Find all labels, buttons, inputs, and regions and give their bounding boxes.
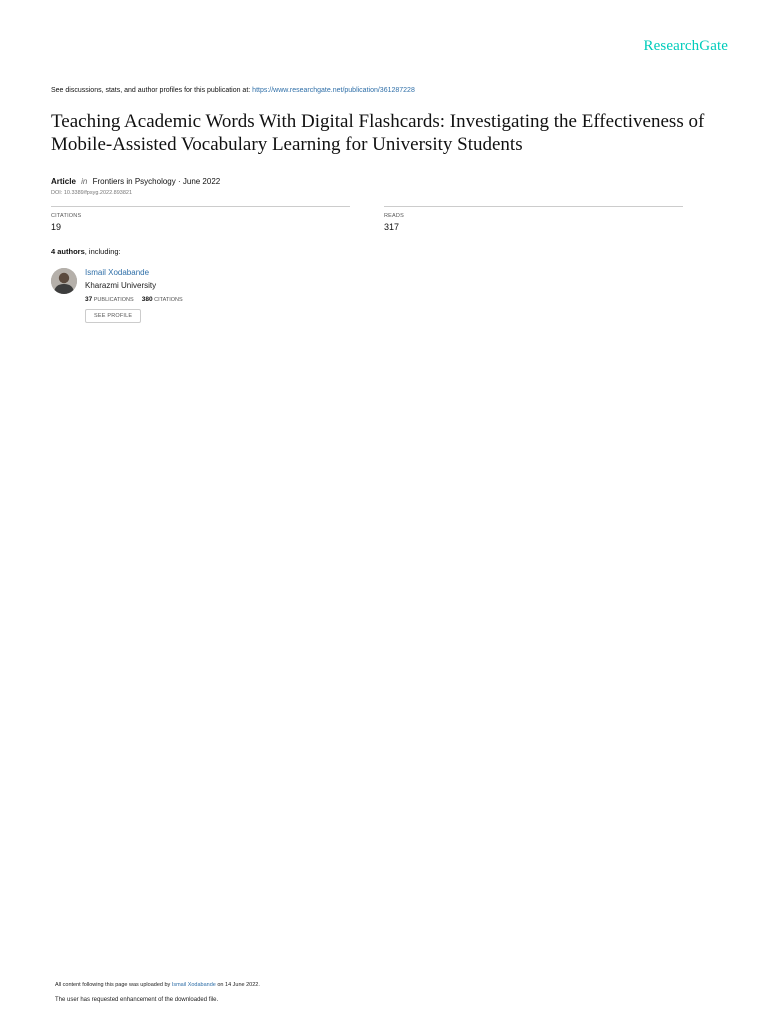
authors-heading bbox=[51, 247, 121, 256]
author-publications-label: PUBLICATIONS bbox=[93, 297, 134, 303]
citations-stat bbox=[51, 206, 350, 232]
uploaded-note bbox=[55, 982, 260, 988]
enhancement-note: The user has requested enhancement of the downloaded file. bbox=[55, 997, 219, 1003]
authors-count: 4 authors bbox=[51, 247, 85, 256]
author-stats bbox=[85, 296, 385, 303]
uploader-link[interactable]: Ismail Xodabande bbox=[171, 982, 216, 988]
reads-stat bbox=[384, 206, 683, 232]
author-institution: Kharazmi University bbox=[85, 281, 157, 290]
in-label: in bbox=[81, 177, 88, 186]
citations-value: 19 bbox=[51, 222, 62, 232]
author-citations-count: 380 bbox=[141, 296, 153, 303]
publication-link[interactable]: https://www.researchgate.net/publication/361287228 bbox=[252, 87, 415, 94]
article-doi: DOI: 10.3389/fpsyg.2022.893821 bbox=[51, 190, 133, 196]
reads-label: READS bbox=[384, 213, 404, 219]
author-name[interactable]: Ismail Xodabande bbox=[85, 268, 150, 277]
journal-date[interactable]: Frontiers in Psychology · June 2022 bbox=[92, 177, 221, 186]
researchgate-logo[interactable]: ResearchGate bbox=[643, 38, 728, 54]
person-icon bbox=[51, 268, 77, 294]
author-publications-count: 37 bbox=[85, 296, 93, 303]
article-title: Teaching Academic Words With Digital Flashcards: Investigating the Effectiveness of Mobile-Assisted Vocabulary Learning for University Students bbox=[51, 111, 705, 155]
citations-label: CITATIONS bbox=[51, 213, 82, 219]
author-citations-label: CITATIONS bbox=[154, 297, 183, 303]
uploaded-suffix: on 14 June 2022. bbox=[215, 982, 260, 988]
discussion-line bbox=[51, 87, 415, 94]
discussion-text: See discussions, stats, and author profiles for this publication at: bbox=[51, 87, 253, 94]
see-profile-button[interactable]: SEE PROFILE bbox=[85, 309, 141, 323]
author-avatar[interactable] bbox=[51, 268, 77, 294]
uploaded-prefix: All content following this page was uploaded by bbox=[55, 982, 172, 988]
article-type: Article bbox=[51, 177, 76, 186]
article-meta bbox=[51, 177, 220, 186]
reads-value: 317 bbox=[384, 222, 400, 232]
authors-including: , including: bbox=[84, 247, 121, 256]
author-info bbox=[85, 268, 385, 323]
